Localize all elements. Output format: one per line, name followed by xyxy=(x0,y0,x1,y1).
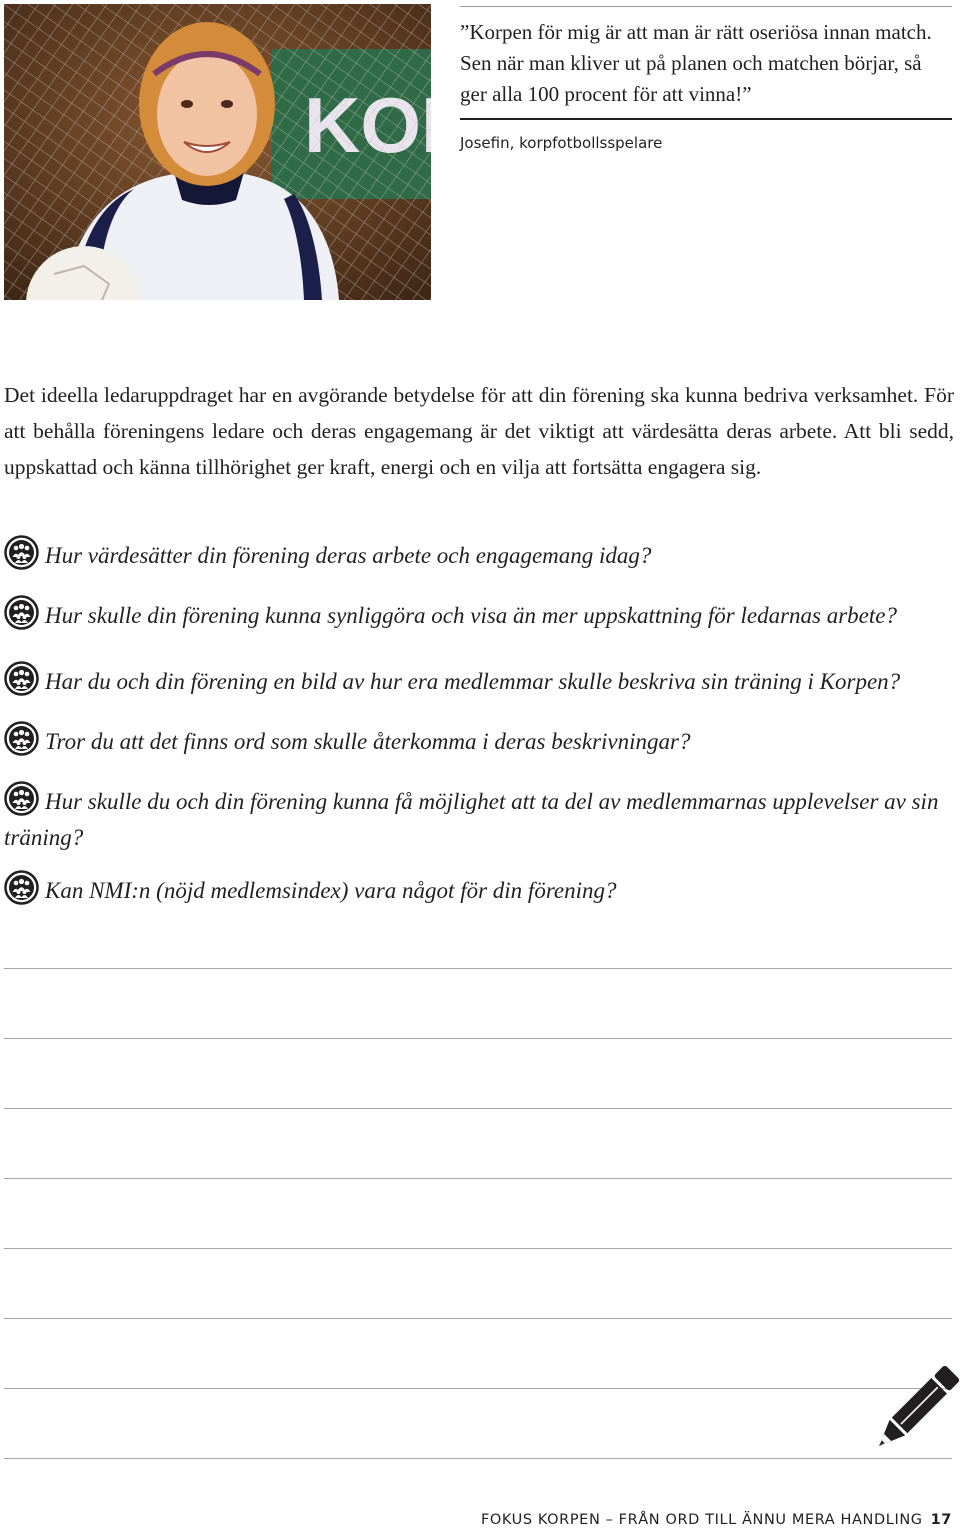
player-photo xyxy=(4,4,431,300)
writing-area[interactable] xyxy=(4,968,952,1528)
question-item xyxy=(4,661,954,703)
writing-line xyxy=(4,1248,952,1249)
writing-line xyxy=(4,1318,952,1319)
question-item xyxy=(4,535,954,577)
group-icon xyxy=(4,870,39,912)
writing-line xyxy=(4,1388,952,1389)
page-number: 17 xyxy=(930,1512,952,1528)
question-list xyxy=(4,535,954,912)
question-item xyxy=(4,781,954,852)
quote-divider xyxy=(460,118,952,120)
writing-line xyxy=(4,1038,952,1039)
quote-source: Josefin, korpfotbollsspelare xyxy=(460,134,663,152)
pencil-icon xyxy=(866,1364,960,1465)
footer-title: FOKUS KORPEN – FRÅN ORD TILL ÄNNU MERA HANDLING xyxy=(480,1512,923,1528)
question-text: Har du och din förening en bild av hur era medlemmar skulle beskriva sin träning i Korpen? xyxy=(45,669,901,694)
question-item xyxy=(4,870,954,912)
group-icon xyxy=(4,781,39,823)
group-icon xyxy=(4,595,39,637)
question-text: Tror du att det finns ord som skulle återkomma i deras beskrivningar? xyxy=(45,729,691,754)
pull-quote xyxy=(460,6,952,152)
question-text: Hur värdesätter din förening deras arbete och engagemang idag? xyxy=(45,543,652,568)
group-icon xyxy=(4,661,39,703)
question-text: Hur skulle du och din förening kunna få möjlighet att ta del av medlemmarnas upplevelser av sin träning? xyxy=(4,789,939,850)
question-item xyxy=(4,595,954,637)
writing-line xyxy=(4,1108,952,1109)
question-text: Hur skulle din förening kunna synliggöra och visa än mer uppskattning för ledarnas arbete? xyxy=(45,603,897,628)
question-text: Kan NMI:n (nöjd medlemsindex) vara något för din förening? xyxy=(45,878,617,903)
question-item xyxy=(4,721,954,763)
group-icon xyxy=(4,535,39,577)
writing-line xyxy=(4,1178,952,1179)
quote-text: ”Korpen för mig är att man är rätt oseriösa innan match. Sen när man kliver ut på planen och matchen börjar, så ger alla 100 procent för att vinna!” xyxy=(460,20,932,106)
body-paragraph: Det ideella ledaruppdraget har en avgörande betydelse för att din förening ska kunna bedriva verksamhet. För att behålla föreningens ledare och deras engagemang är det viktigt att värdesätta deras arbete. Att bli sedd, uppskattad och känna tillhörighet ger kraft, energi och en vilja att fortsätta engagera sig. xyxy=(4,383,954,479)
writing-line xyxy=(4,1458,952,1459)
writing-line xyxy=(4,968,952,969)
quote-top-rule xyxy=(460,6,952,7)
page-footer xyxy=(481,1512,952,1528)
group-icon xyxy=(4,721,39,763)
